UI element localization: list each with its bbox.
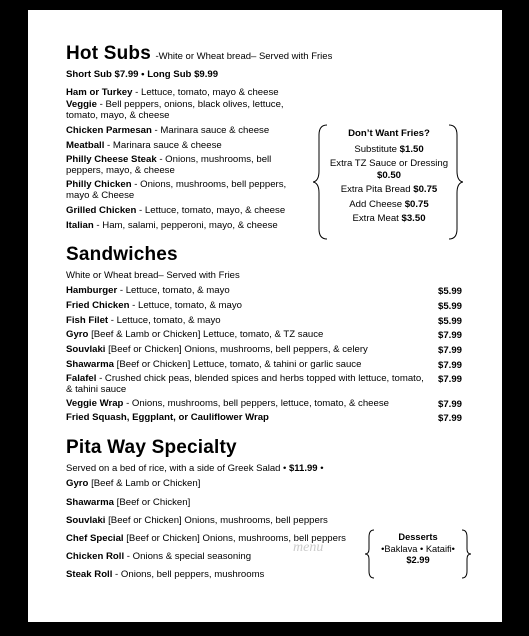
list-item: Extra TZ Sauce or Dressing $0.50: [329, 158, 449, 181]
table-row: Fried Chicken - Lettuce, tomato, & mayo: [66, 300, 242, 311]
list-item: Chef Special [Beef or Chicken] Onions, mushrooms, bell peppers: [66, 533, 346, 544]
hot-subs-title: Hot Subs: [66, 43, 151, 64]
table-row: Hamburger - Lettuce, tomato, & mayo: [66, 285, 230, 296]
sandwiches-subtitle: White or Wheat bread– Served with Fries: [66, 270, 240, 281]
list-item: Grilled Chicken - Lettuce, tomato, mayo, & cheese: [66, 205, 286, 216]
list-item: Chicken Roll - Onions & special seasoning: [66, 551, 252, 562]
table-row: Gyro [Beef & Lamb or Chicken] Lettuce, tomato, & TZ sauce: [66, 329, 324, 340]
table-row: Falafel - Crushed chick peas, blended spices and herbs topped with lettuce, tomato, & tahini sauce: [66, 373, 424, 395]
table-row: Shawarma [Beef or Chicken] Lettuce, tomato, & tahini or garlic sauce: [66, 359, 362, 370]
table-row: Fried Squash, Eggplant, or Cauliflower Wrap: [66, 412, 269, 423]
fries-box-title: Don’t Want Fries?: [348, 128, 430, 139]
hot-subs-sizes: Short Sub $7.99 • Long Sub $9.99: [66, 69, 219, 80]
pita-subtitle: Served on a bed of rice, with a side of Greek Salad • $11.99 •: [66, 463, 324, 474]
item-price: $7.99: [437, 330, 462, 341]
table-row: Fish Filet - Lettuce, tomato, & mayo: [66, 315, 221, 326]
list-item: Ham or Turkey - Lettuce, tomato, mayo & cheese: [66, 87, 279, 98]
menupix-watermark: menu: [293, 540, 324, 555]
desserts-title: Desserts: [398, 532, 438, 542]
item-price: $7.99: [437, 345, 462, 356]
item-price: $7.99: [437, 413, 462, 424]
list-item: Add Cheese $0.75: [349, 198, 429, 210]
table-row: Souvlaki [Beef or Chicken] Onions, mushrooms, bell peppers, & celery: [66, 344, 368, 355]
desserts-box: [371, 532, 465, 567]
list-item: Meatball - Marinara sauce & cheese: [66, 140, 222, 151]
item-price: $5.99: [437, 316, 462, 327]
hot-subs-subtitle: -White or Wheat bread– Served with Fries: [155, 51, 333, 62]
list-item: Italian - Ham, salami, pepperoni, mayo, & cheese: [66, 220, 278, 231]
desserts-price: $2.99: [406, 555, 430, 565]
pita-title: Pita Way Specialty: [66, 437, 237, 458]
menu-page: [28, 10, 502, 622]
list-item: Philly Chicken - Onions, mushrooms, bell peppers, mayo & Cheese: [66, 179, 287, 201]
hot-subs-header: [66, 43, 332, 65]
list-item: Extra Pita Bread $0.75: [340, 184, 438, 195]
list-item: Substitute $1.50: [354, 143, 424, 155]
item-price: $5.99: [437, 301, 462, 312]
list-item: Extra Meat $3.50: [352, 213, 426, 224]
list-item: Chicken Parmesan - Marinara sauce & cheese: [66, 125, 270, 136]
list-item: Shawarma [Beef or Chicken]: [66, 497, 191, 508]
item-price: $7.99: [437, 360, 462, 371]
table-row: Veggie Wrap - Onions, mushrooms, bell peppers, lettuce, tomato, & cheese: [66, 398, 389, 409]
list-item: Philly Cheese Steak - Onions, mushrooms, bell peppers, mayo, & cheese: [66, 154, 272, 176]
item-price: $7.99: [437, 399, 462, 410]
list-item: Steak Roll - Onions, bell peppers, mushrooms: [66, 569, 265, 580]
list-item: Veggie - Bell peppers, onions, black olives, lettuce, tomato, mayo, & cheese: [66, 99, 284, 121]
sandwiches-title: Sandwiches: [66, 244, 178, 265]
list-item: Gyro [Beef & Lamb or Chicken]: [66, 478, 201, 489]
desserts-items: •Baklava • Kataifi•: [381, 543, 455, 554]
item-price: $5.99: [437, 286, 462, 297]
list-item: Souvlaki [Beef or Chicken] Onions, mushrooms, bell peppers: [66, 515, 328, 526]
fries-box: [320, 128, 458, 225]
item-price: $7.99: [437, 374, 462, 385]
